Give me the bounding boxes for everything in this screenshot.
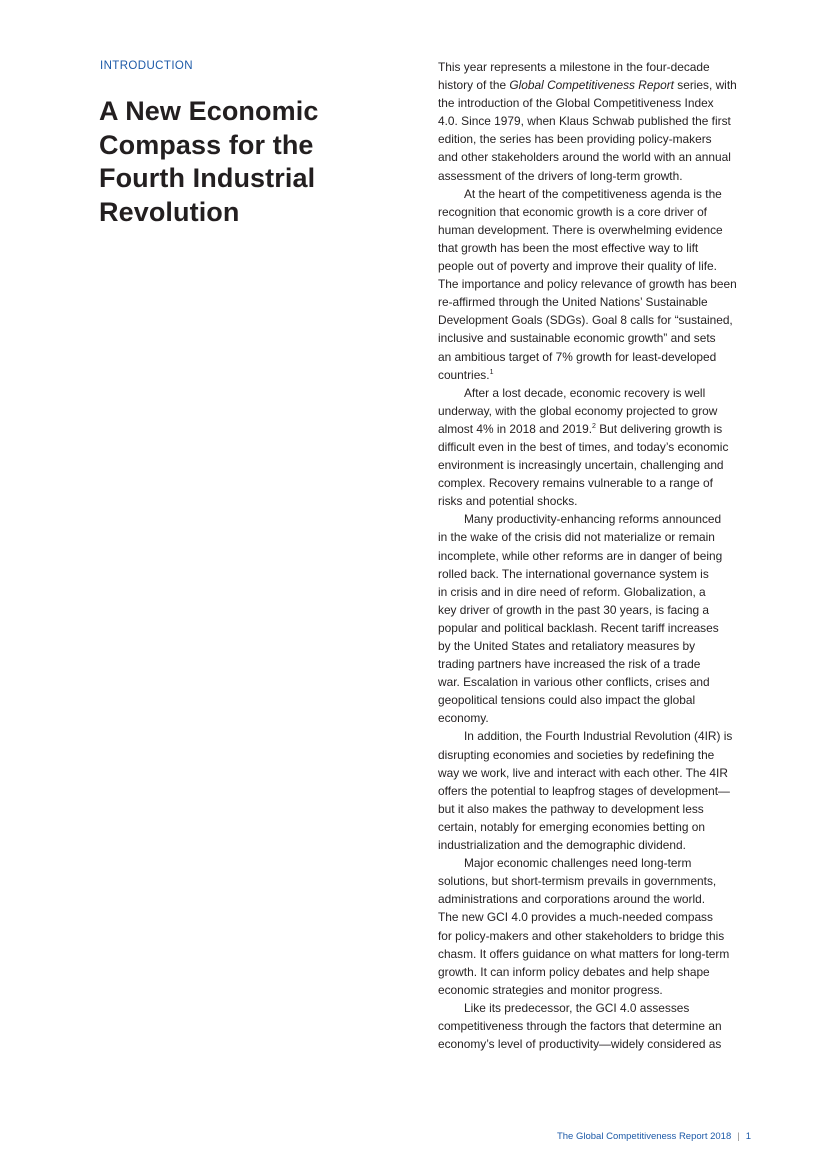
body-line: economy.: [438, 711, 489, 726]
title-line: Revolution: [99, 196, 240, 227]
body-text: [438, 58, 758, 1053]
body-line: in the wake of the crisis did not materialize or remain: [438, 530, 715, 545]
page-title: [99, 95, 399, 229]
body-line: After a lost decade, economic recovery is well: [464, 385, 706, 400]
body-line: growth. It can inform policy debates and help shape: [438, 964, 710, 979]
body-line: trading partners have increased the risk of a trade: [438, 657, 701, 672]
body-line: human development. There is overwhelming evidence: [438, 222, 723, 237]
title-line: A New Economic: [99, 96, 319, 126]
page-footer: [557, 1131, 751, 1142]
body-line: economy’s level of productivity—widely considered as: [438, 1037, 722, 1052]
body-line: that growth has been the most effective way to lift: [438, 240, 699, 255]
body-line: war. Escalation in various other conflicts, crises and: [438, 675, 710, 690]
body-line: certain, notably for emerging economies betting on: [438, 819, 706, 834]
body-line: At the heart of the competitiveness agenda is the: [464, 186, 722, 201]
body-line: Like its predecessor, the GCI 4.0 assesses: [464, 1000, 690, 1015]
body-line: people out of poverty and improve their quality of life.: [438, 259, 717, 274]
body-line: The importance and policy relevance of growth has been: [438, 277, 737, 292]
body-line: [438, 366, 758, 384]
body-line: edition, the series has been providing policy-makers: [438, 132, 712, 147]
body-line: solutions, but short-termism prevails in governments,: [438, 874, 717, 889]
body-line: for policy-makers and other stakeholders to bridge this: [438, 928, 725, 943]
body-line: the introduction of the Global Competitiveness Index: [438, 96, 714, 111]
body-line: environment is increasingly uncertain, challenging and: [438, 458, 724, 473]
line-text: But delivering growth is: [595, 421, 723, 436]
body-line: and other stakeholders around the world with an annual: [438, 150, 731, 165]
section-label: INTRODUCTION: [100, 60, 193, 72]
body-line: Development Goals (SDGs). Goal 8 calls for “sustained,: [438, 313, 733, 328]
line-text: almost 4% in 2018 and 2019.: [438, 421, 593, 436]
body-line: in crisis and in dire need of reform. Globalization, a: [438, 584, 706, 599]
body-line: competitiveness through the factors that determine an: [438, 1018, 722, 1033]
body-line: by the United States and retaliatory measures by: [438, 639, 696, 653]
body-line: economic strategies and monitor progress.: [438, 982, 663, 997]
body-line: assessment of the drivers of long-term growth.: [438, 168, 683, 183]
body-line: [438, 420, 758, 438]
footnote-marker: 2: [592, 422, 596, 430]
body-line: recognition that economic growth is a core driver of: [438, 204, 707, 219]
footnote-marker: 1: [489, 368, 494, 376]
body-line: way we work, live and interact with each other. The 4IR: [438, 765, 728, 780]
title-line: Compass for the: [99, 129, 314, 160]
title-line: Fourth Industrial: [99, 163, 316, 193]
body-line: difficult even in the best of times, and today’s economic: [438, 439, 729, 454]
body-line: incomplete, while other reforms are in danger of being: [438, 548, 723, 563]
italic-text: Global Competitiveness Report: [509, 78, 674, 93]
page-number: 1: [745, 1131, 751, 1142]
body-line: key driver of growth in the past 30 years, is facing a: [438, 602, 709, 617]
body-line: Many productivity-enhancing reforms announced: [464, 512, 722, 527]
body-line: but it also makes the pathway to development less: [438, 801, 704, 816]
body-line: complex. Recovery remains vulnerable to a range of: [438, 476, 713, 491]
body-line: 4.0. Since 1979, when Klaus Schwab published the first: [438, 114, 731, 129]
footer-separator: |: [737, 1131, 740, 1142]
footer-report-title: The Global Competitiveness Report 2018: [556, 1131, 732, 1142]
body-line: [438, 76, 758, 94]
body-line: re-affirmed through the United Nations’ Sustainable: [438, 295, 708, 310]
body-line: The new GCI 4.0 provides a much-needed compass: [438, 910, 713, 925]
body-line: risks and potential shocks.: [438, 494, 578, 509]
body-line: In addition, the Fourth Industrial Revolution (4IR) is: [464, 729, 733, 744]
line-text: countries.: [438, 367, 490, 382]
body-line: disrupting economies and societies by redefining the: [438, 747, 715, 762]
body-line: underway, with the global economy projected to grow: [438, 403, 718, 418]
body-line: an ambitious target of 7% growth for least-developed: [438, 349, 717, 364]
body-line: rolled back. The international governance system is: [438, 566, 709, 581]
body-line: This year represents a milestone in the four-decade: [438, 60, 710, 74]
body-line: chasm. It offers guidance on what matters for long-term: [438, 946, 730, 961]
body-line: administrations and corporations around the world.: [438, 892, 706, 907]
body-line: Major economic challenges need long-term: [464, 856, 692, 871]
body-line: popular and political backlash. Recent tariff increases: [438, 620, 719, 635]
body-line: inclusive and sustainable economic growth” and sets: [438, 331, 716, 346]
body-line: offers the potential to leapfrog stages of development—: [438, 783, 730, 798]
line-text: history of the: [438, 78, 510, 93]
body-line: industrialization and the demographic dividend.: [438, 838, 686, 853]
body-line: geopolitical tensions could also impact the global: [438, 693, 696, 708]
line-text: series, with: [673, 78, 737, 93]
